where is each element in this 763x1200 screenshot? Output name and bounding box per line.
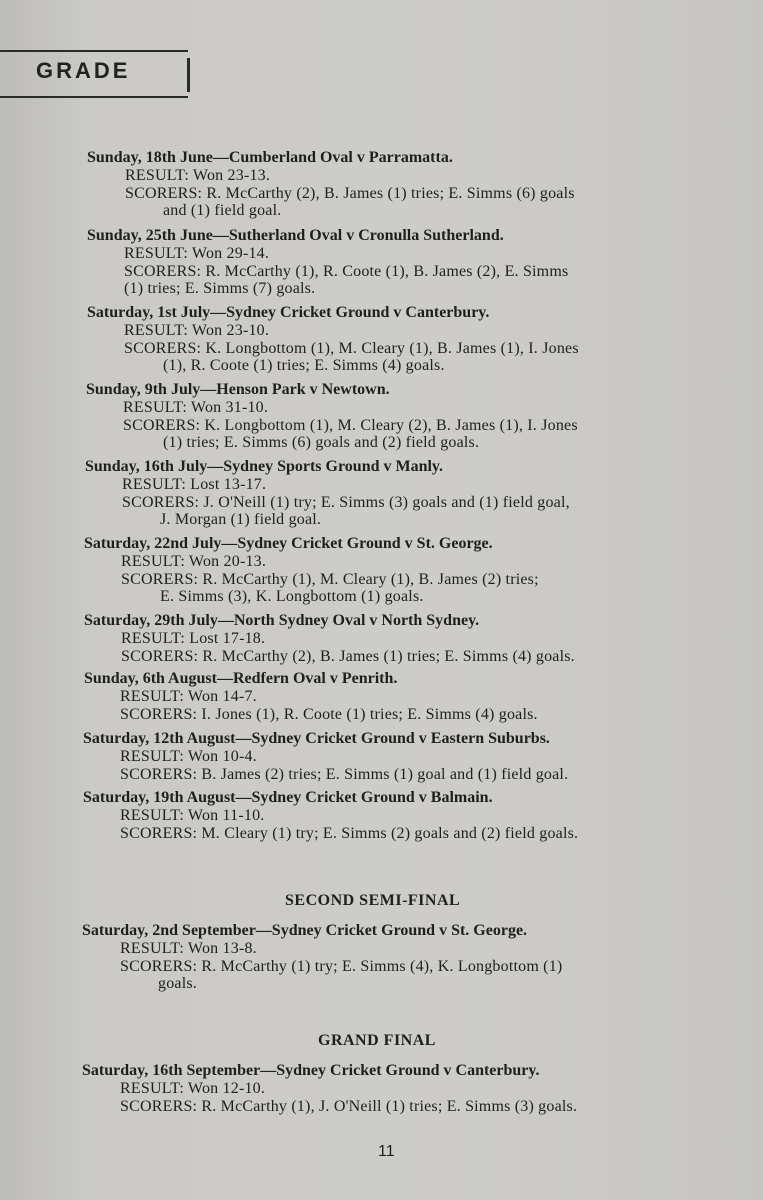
match-scorers: SCORERS: J. O'Neill (1) try; E. Simms (3) goals and (1) field goal,	[122, 493, 570, 511]
match-heading: Saturday, 12th August—Sydney Cricket Ground v Eastern Suburbs.	[83, 730, 550, 747]
match-scorers: SCORERS: R. McCarthy (2), B. James (1) tries; E. Simms (4) goals.	[121, 647, 575, 665]
match-result: RESULT: Won 20-13.	[121, 553, 267, 570]
page-number: 11	[378, 1143, 395, 1160]
match-heading: Saturday, 19th August—Sydney Cricket Ground v Balmain.	[83, 789, 493, 806]
match-heading: Sunday, 16th July—Sydney Sports Ground v Manly.	[85, 458, 444, 475]
match-scorers: (1) tries; E. Simms (6) goals and (2) field goals.	[163, 434, 480, 451]
match-result: RESULT: Won 11-10.	[120, 807, 265, 824]
match-scorers: (1) tries; E. Simms (7) goals.	[124, 280, 316, 297]
match-scorers: SCORERS: I. Jones (1), R. Coote (1) tries; E. Simms (4) goals.	[120, 705, 538, 723]
grade-title: GRADE	[36, 58, 131, 83]
match-result: RESULT: Won 14-7.	[120, 688, 257, 705]
match-entry	[0, 380, 763, 452]
match-entry	[0, 611, 763, 665]
match-entry	[0, 303, 763, 375]
match-scorers: SCORERS: K. Longbottom (1), M. Cleary (1), B. James (1), I. Jones	[124, 339, 579, 357]
semi-final-entry	[0, 921, 763, 993]
match-entry	[0, 226, 763, 298]
match-result: RESULT: Won 23-13.	[125, 167, 271, 184]
match-entry	[0, 457, 763, 529]
grand-final-entry	[0, 1061, 763, 1115]
semi-final-title: SECOND SEMI-FINAL	[285, 892, 461, 909]
match-result: RESULT: Lost 13-17.	[122, 476, 267, 493]
match-result: RESULT: Won 12-10.	[120, 1080, 266, 1097]
match-scorers: and (1) field goal.	[163, 202, 282, 219]
match-result: RESULT: Lost 17-18.	[121, 630, 266, 647]
match-result: RESULT: Won 13-8.	[120, 940, 257, 957]
grand-final-title: GRAND FINAL	[318, 1032, 436, 1049]
match-scorers: E. Simms (3), K. Longbottom (1) goals.	[160, 588, 424, 605]
match-result: RESULT: Won 29-14.	[124, 245, 270, 262]
match-heading: Saturday, 16th September—Sydney Cricket Ground v Canterbury.	[82, 1062, 540, 1079]
match-result: RESULT: Won 10-4.	[120, 748, 257, 765]
match-scorers: SCORERS: R. McCarthy (1), J. O'Neill (1) tries; E. Simms (3) goals.	[120, 1097, 578, 1115]
match-entry	[0, 729, 763, 783]
match-scorers: SCORERS: R. McCarthy (2), B. James (1) tries; E. Simms (6) goals	[125, 184, 575, 202]
match-scorers: SCORERS: K. Longbottom (1), M. Cleary (2), B. James (1), I. Jones	[123, 416, 578, 434]
match-heading: Saturday, 29th July—North Sydney Oval v North Sydney.	[84, 612, 480, 629]
match-scorers: SCORERS: M. Cleary (1) try; E. Simms (2) goals and (2) field goals.	[120, 824, 579, 842]
match-scorers: SCORERS: R. McCarthy (1), R. Coote (1), B. James (2), E. Simms	[124, 262, 569, 280]
match-entry	[0, 669, 763, 723]
match-heading: Sunday, 18th June—Cumberland Oval v Parramatta.	[87, 149, 453, 166]
match-scorers: SCORERS: R. McCarthy (1) try; E. Simms (4), K. Longbottom (1)	[120, 957, 563, 975]
match-result: RESULT: Won 31-10.	[123, 399, 269, 416]
match-scorers: goals.	[158, 975, 197, 992]
match-heading: Sunday, 6th August—Redfern Oval v Penrith.	[84, 670, 398, 687]
match-result: RESULT: Won 23-10.	[124, 322, 270, 339]
match-entry	[0, 534, 763, 606]
match-entry	[0, 148, 763, 220]
match-heading: Saturday, 1st July—Sydney Cricket Ground v Canterbury.	[87, 304, 490, 321]
match-heading: Saturday, 22nd July—Sydney Cricket Ground v St. George.	[84, 535, 493, 552]
match-scorers: J. Morgan (1) field goal.	[160, 511, 322, 528]
match-heading: Sunday, 9th July—Henson Park v Newtown.	[86, 381, 390, 398]
match-scorers: SCORERS: B. James (2) tries; E. Simms (1) goal and (1) field goal.	[120, 765, 569, 783]
match-heading: Sunday, 25th June—Sutherland Oval v Cronulla Sutherland.	[87, 227, 504, 244]
match-heading: Saturday, 2nd September—Sydney Cricket Ground v St. George.	[82, 922, 528, 939]
match-scorers: (1), R. Coote (1) tries; E. Simms (4) goals.	[163, 357, 445, 374]
match-scorers: SCORERS: R. McCarthy (1), M. Cleary (1), B. James (2) tries;	[121, 570, 539, 588]
match-entry	[0, 788, 763, 842]
